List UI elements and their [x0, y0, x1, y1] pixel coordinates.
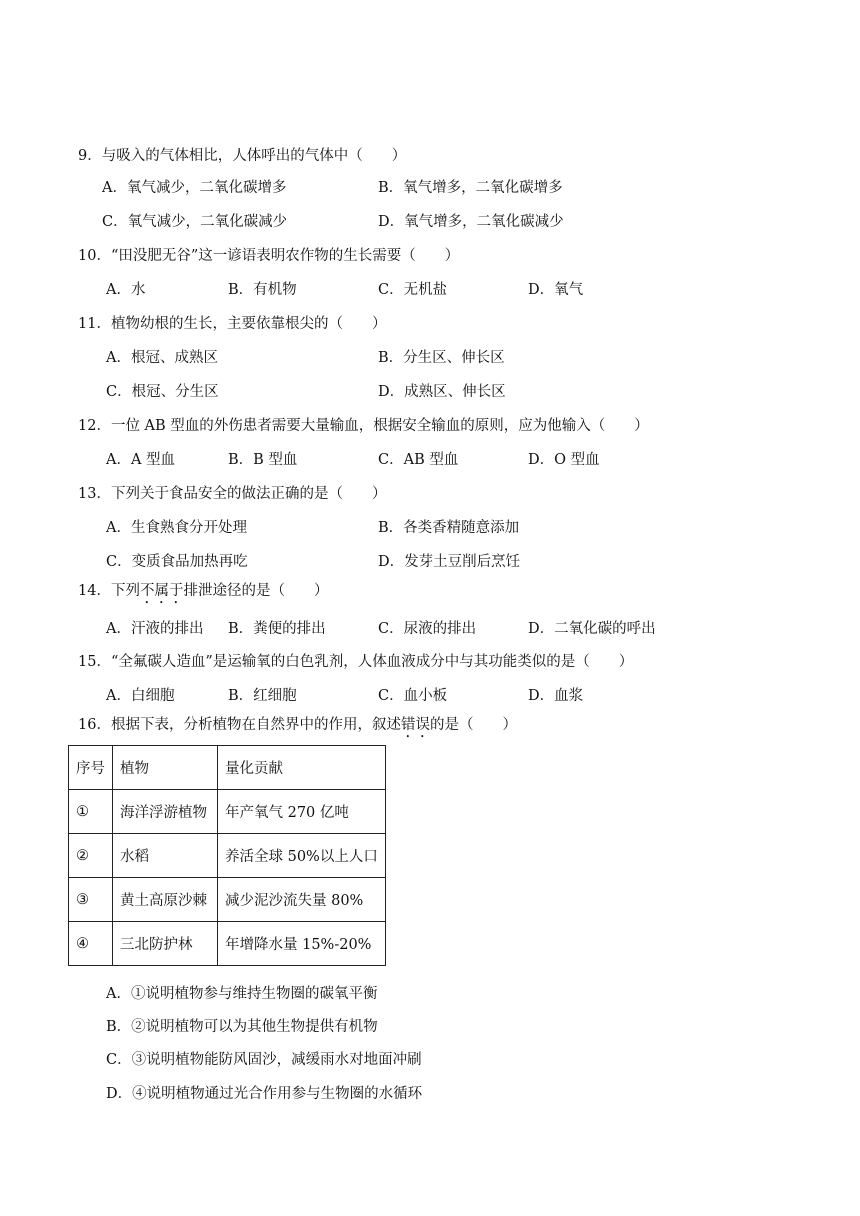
question-13-stem: 13．下列关于食品安全的做法正确的是（ ）	[78, 486, 387, 502]
table-cell: 水稻	[113, 834, 218, 878]
question-10-option-c: C．无机盐	[378, 282, 448, 298]
question-16-emphasis-text: 错误	[400, 717, 430, 733]
question-14-option-a: A．汗液的排出	[106, 621, 204, 637]
question-13-option-d: D．发芽土豆削后烹饪	[378, 554, 521, 570]
question-9-stem: 9．与吸入的气体相比，人体呼出的气体中（ ）	[78, 148, 407, 164]
table-cell: ③	[69, 878, 113, 922]
question-14-option-b: B．粪便的排出	[228, 621, 326, 637]
question-9-option-a: A．氧气减少，二氧化碳增多	[102, 180, 287, 196]
table-header-row	[69, 746, 386, 790]
question-9-option-d: D．氧气增多，二氧化碳减少	[378, 214, 564, 230]
question-16-option-d: D．④说明植物通过光合作用参与生物圈的水循环	[106, 1086, 423, 1102]
table-cell: 海洋浮游植物	[113, 790, 218, 834]
question-11-stem: 11．植物幼根的生长，主要依靠根尖的（ ）	[78, 316, 387, 332]
question-9-option-b: B．氧气增多，二氧化碳增多	[378, 180, 563, 196]
question-16-option-b: B．②说明植物可以为其他生物提供有机物	[106, 1019, 378, 1035]
table-row	[69, 834, 386, 878]
question-11-option-c: C．根冠、分生区	[106, 384, 219, 400]
question-12-option-a: A．A 型血	[106, 452, 176, 468]
table-cell: 减少泥沙流失量 80%	[218, 878, 386, 922]
question-13-option-b: B．各类香精随意添加	[378, 520, 520, 536]
question-10-stem: 10．“田没肥无谷”这一谚语表明农作物的生长需要（ ）	[78, 248, 460, 264]
question-15-option-a: A．白细胞	[106, 688, 175, 704]
table-header-cell: 量化贡献	[218, 746, 386, 790]
table-row	[69, 922, 386, 966]
table-cell: ④	[69, 922, 113, 966]
question-16-stem-suffix: 的是（ ）	[429, 717, 517, 733]
question-10-option-d: D．氧气	[528, 282, 584, 298]
question-15-option-d: D．血浆	[528, 688, 584, 704]
question-11-option-b: B．分生区、伸长区	[378, 350, 505, 366]
question-14-emphasis-text: 不属于	[139, 583, 184, 599]
question-16-stem-prefix: 16．根据下表，分析植物在自然界中的作用，叙述	[78, 717, 401, 733]
table-cell: 黄土高原沙棘	[113, 878, 218, 922]
question-14-option-d: D．二氧化碳的呼出	[528, 621, 656, 637]
question-9-option-c: C．氧气减少，二氧化碳减少	[102, 214, 288, 230]
plant-contribution-table	[68, 745, 386, 966]
question-15-stem: 15．“全氟碳人造血”是运输氧的白色乳剂，人体血液成分中与其功能类似的是（ ）	[78, 654, 634, 670]
question-15-option-c: C．血小板	[378, 688, 448, 704]
table-cell: 年产氧气 270 亿吨	[218, 790, 386, 834]
question-11-option-a: A．根冠、成熟区	[106, 350, 218, 366]
question-14-stem-prefix: 14．下列	[78, 583, 140, 599]
question-13-option-c: C．变质食品加热再吃	[106, 554, 248, 570]
question-14-stem-suffix: 排泄途径的是（ ）	[183, 583, 329, 599]
table-cell: 养活全球 50%以上人口	[218, 834, 386, 878]
table-cell: 三北防护林	[113, 922, 218, 966]
table-row	[69, 790, 386, 834]
question-12-option-c: C．AB 型血	[378, 452, 459, 468]
question-10-option-b: B．有机物	[228, 282, 297, 298]
table-row	[69, 878, 386, 922]
question-12-option-d: D．O 型血	[528, 452, 600, 468]
question-12-stem: 12．一位 AB 型血的外伤患者需要大量输血，根据安全输血的原则，应为他输入（ ）	[78, 418, 649, 434]
question-12-option-b: B．B 型血	[228, 452, 298, 468]
table-cell: 年增降水量 15%-20%	[218, 922, 386, 966]
question-16-option-a: A．①说明植物参与维持生物圈的碳氧平衡	[106, 986, 378, 1002]
table-header-cell: 序号	[69, 746, 113, 790]
table-cell: ②	[69, 834, 113, 878]
question-11-option-d: D．成熟区、伸长区	[378, 384, 506, 400]
question-13-option-a: A．生食熟食分开处理	[106, 520, 247, 536]
question-16-option-c: C．③说明植物能防风固沙，减缓雨水对地面冲刷	[106, 1052, 422, 1068]
table-cell: ①	[69, 790, 113, 834]
table-header-cell: 植物	[113, 746, 218, 790]
question-14-stem	[78, 581, 328, 607]
question-16-stem	[78, 715, 517, 741]
question-15-option-b: B．红细胞	[228, 688, 297, 704]
question-10-option-a: A．水	[106, 282, 146, 298]
question-14-option-c: C．尿液的排出	[378, 621, 477, 637]
